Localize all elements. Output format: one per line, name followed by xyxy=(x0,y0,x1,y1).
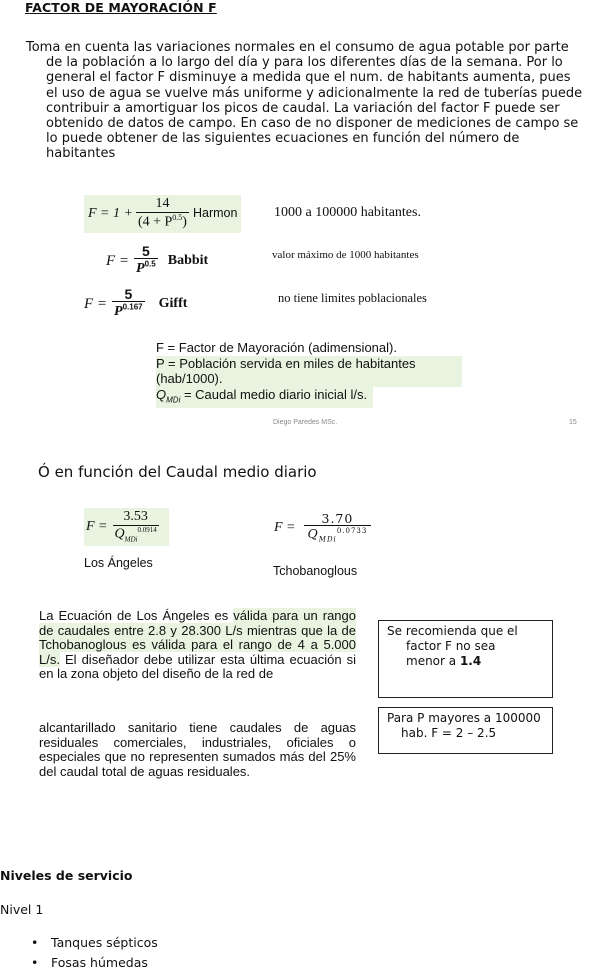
harmon-fraction xyxy=(136,197,189,231)
babbit-lhs: F = xyxy=(106,252,130,269)
large-population-box: Para P mayores a 100000 hab. F = 2 – 2.5 xyxy=(378,707,553,754)
gifft-numerator: 5 xyxy=(112,287,145,303)
sewer-paragraph: alcantarillado sanitario tiene caudales de aguas residuales comerciales, industriales, oficiales o especiales que no representen sumados más del 25% del caudal total de aguas residuales. xyxy=(39,720,356,779)
harmon-denominator: $(4 + P^{0.5})$ xyxy=(137,212,187,230)
babbit-name: Babbit xyxy=(167,253,209,268)
definition-p: P = Población servida en miles de habitantes (hab/1000). xyxy=(156,356,462,387)
niveles-heading: Niveles de servicio xyxy=(0,868,133,883)
babbit-denominator: $P^{0.5}$ xyxy=(136,259,156,277)
gifft-description: no tiene limites poblacionales xyxy=(278,291,427,305)
tchobanoglous-lhs: F = xyxy=(274,520,296,535)
gifft-name: Gifft xyxy=(158,296,188,311)
intro-text: Toma en cuenta las variaciones normales en el consumo de agua potable por parte de la población a lo largo del día y para los diferentes días de la semana. Por lo general el factor F disminuye a medida que el num. de habitants aumenta, pues el uso de agua se vuelve más uniforme y adicionalmente la red de tuberías puede contribuir a amortiguar los picos de caudal. La variación del factor F puede ser obtenido de datos de campo. En caso de no disponer de mediciones de campo se lo puede obtener de las siguientes ecuaciones en función del número de habitantes xyxy=(26,40,583,162)
babbit-fraction xyxy=(134,244,158,278)
harmon-numerator: 14 xyxy=(136,197,189,213)
gifft-formula xyxy=(84,285,427,323)
los-angeles-lhs: F = xyxy=(86,518,108,534)
tchobanoglous-formula xyxy=(274,512,371,544)
harmon-formula xyxy=(84,193,421,235)
los-angeles-label: Los Ángeles xyxy=(84,556,153,570)
harmon-description: 1000 a 100000 habitantes. xyxy=(274,205,421,220)
recommendation-box: Se recomienda que el factor F no sea menor a 1.4 xyxy=(378,620,553,698)
harmon-name: Harmon xyxy=(192,206,238,221)
section-heading: FACTOR DE MAYORACIÓN F xyxy=(25,0,217,15)
harmon-lhs: F = 1 + xyxy=(88,206,133,222)
nivel-1-list xyxy=(31,933,158,973)
nivel-1-label: Nivel 1 xyxy=(0,902,44,917)
gifft-denominator: $P^{0.167}$ xyxy=(114,302,143,320)
babbit-numerator: 5 xyxy=(134,244,158,260)
babbit-formula xyxy=(106,242,419,279)
harmon-formula-box xyxy=(84,195,241,233)
gifft-fraction xyxy=(112,287,145,321)
tchobanoglous-numerator: 3.70 xyxy=(304,512,372,526)
validity-paragraph: La Ecuación de Los Ángeles es válida para un rango de caudales entre 2.8 y 28.300 L/s mientras que la de Tchobanoglous es válida para el rango de 4 a 5.000 L/s. El diseñador debe utilizar esta última ecuación si en la zona objeto del diseño de la red de xyxy=(39,608,356,682)
variable-definitions xyxy=(156,340,486,408)
los-angeles-numerator: 3.53 xyxy=(113,510,159,526)
los-angeles-denominator: $Q_{MDi}^{0.0914}$ xyxy=(114,525,157,544)
definition-f: F = Factor de Mayoración (adimensional). xyxy=(156,340,397,355)
babbit-description: valor máximo de 1000 habitantes xyxy=(272,249,419,261)
intro-paragraph xyxy=(26,40,586,162)
list-item: • Fosas húmedas xyxy=(31,953,158,973)
tchobanoglous-fraction xyxy=(304,512,372,544)
los-angeles-fraction xyxy=(113,510,159,544)
definition-q: $Q_{MDi}$ = Caudal medio diario inicial l/s. xyxy=(156,387,373,408)
validity-highlight: válida para un rango de caudales entre 2.8 y 28.300 L/s mientras que la de Tchobanoglous es válida para el rango de 4 a 5.000 L/s. xyxy=(39,608,356,667)
footer-page-number: 15 xyxy=(569,419,577,426)
gifft-lhs: F = xyxy=(84,295,108,312)
caudal-title: Ó en función del Caudal medio diario xyxy=(38,463,317,481)
los-angeles-formula xyxy=(84,508,169,546)
tchobanoglous-label: Tchobanoglous xyxy=(273,564,358,578)
footer-author: Diego Paredes MSc. xyxy=(273,419,338,426)
list-item: • Tanques sépticos xyxy=(31,933,158,953)
tchobanoglous-denominator: $Q_{MDi}^{0.0733}$ xyxy=(307,526,368,544)
